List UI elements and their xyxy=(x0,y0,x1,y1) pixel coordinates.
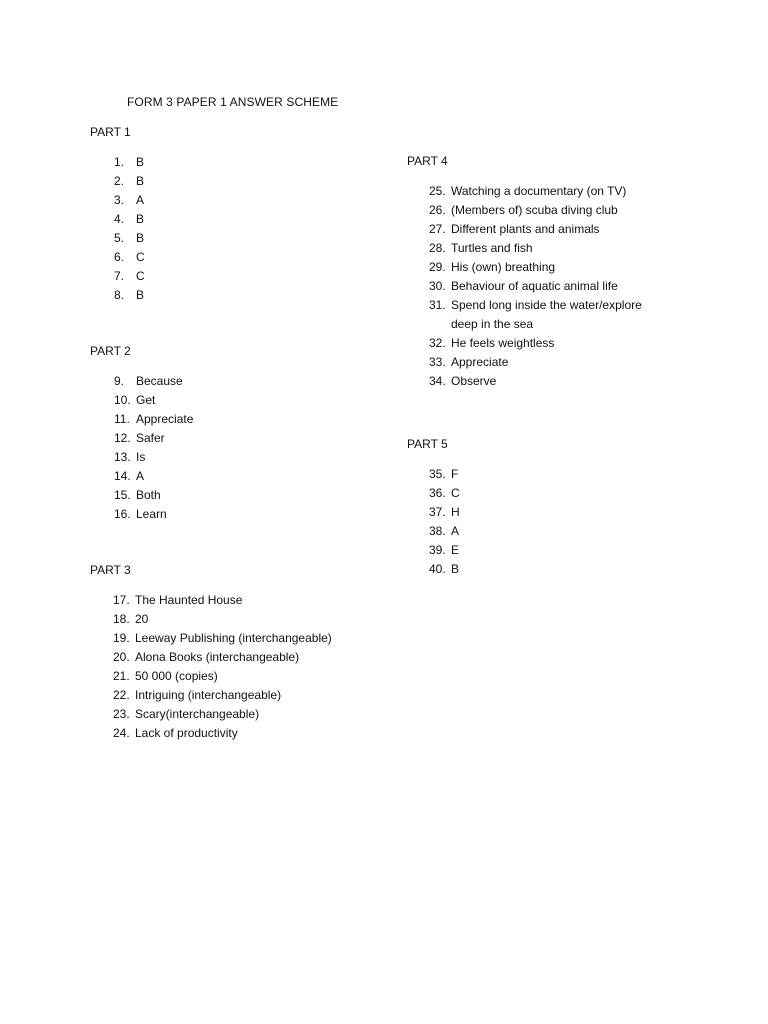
answer-number: 16. xyxy=(114,507,131,521)
answer-text: A xyxy=(451,524,460,538)
part-heading: PART 3 xyxy=(90,563,131,577)
answer-item xyxy=(429,372,661,391)
answer-item xyxy=(113,705,373,724)
answer-list xyxy=(113,591,373,743)
answer-item xyxy=(429,277,661,296)
answer-number: 22. xyxy=(113,688,130,702)
answer-text: F xyxy=(451,467,459,481)
answer-text: B xyxy=(136,174,145,188)
answer-text: Intriguing (interchangeable) xyxy=(135,688,282,702)
answer-item xyxy=(429,522,460,541)
answer-number: 32. xyxy=(429,336,446,350)
answer-text: Scary(interchangeable) xyxy=(135,707,260,721)
answer-item xyxy=(114,229,145,248)
answer-number: 20. xyxy=(113,650,130,664)
answer-text: Different plants and animals xyxy=(451,222,600,236)
answer-number: 36. xyxy=(429,486,446,500)
answer-list xyxy=(429,182,661,391)
answer-text: E xyxy=(451,543,460,557)
part-5-section xyxy=(407,436,460,579)
answer-text: C xyxy=(451,486,460,500)
part-heading: PART 4 xyxy=(407,154,448,168)
answer-number: 34. xyxy=(429,374,446,388)
answer-text: Watching a documentary (on TV) xyxy=(451,184,627,198)
answer-text: He feels weightless xyxy=(451,336,555,350)
answer-number: 14. xyxy=(114,469,131,483)
answer-number: 29. xyxy=(429,260,446,274)
answer-number: 38. xyxy=(429,524,446,538)
answer-text: 50 000 (copies) xyxy=(135,669,218,683)
answer-number: 24. xyxy=(113,726,130,740)
answer-item xyxy=(114,172,145,191)
answer-item xyxy=(114,372,193,391)
answer-number: 10. xyxy=(114,393,131,407)
answer-item xyxy=(429,484,460,503)
answer-text: C xyxy=(136,269,145,283)
answer-text: Leeway Publishing (interchangeable) xyxy=(135,631,332,645)
answer-number: 26. xyxy=(429,203,446,217)
answer-number: 2. xyxy=(114,174,125,188)
answer-number: 5. xyxy=(114,231,125,245)
answer-number: 15. xyxy=(114,488,131,502)
part-heading: PART 2 xyxy=(90,344,131,358)
answer-number: 3. xyxy=(114,193,125,207)
answer-text: C xyxy=(136,250,145,264)
answer-item xyxy=(429,296,661,334)
answer-text: B xyxy=(136,212,145,226)
answer-text: B xyxy=(451,562,460,576)
answer-item xyxy=(114,410,193,429)
answer-number: 37. xyxy=(429,505,446,519)
answer-number: 39. xyxy=(429,543,446,557)
answer-item xyxy=(114,429,193,448)
answer-list xyxy=(114,153,145,305)
answer-list xyxy=(429,465,460,579)
answer-item xyxy=(429,465,460,484)
answer-number: 1. xyxy=(114,155,125,169)
answer-text: His (own) breathing xyxy=(451,260,556,274)
answer-item xyxy=(113,667,373,686)
answer-text: Observe xyxy=(451,374,497,388)
document-title: FORM 3 PAPER 1 ANSWER SCHEME xyxy=(127,95,339,109)
answer-text: Get xyxy=(136,393,156,407)
answer-number: 17. xyxy=(113,593,130,607)
part-heading: PART 5 xyxy=(407,437,448,451)
answer-number: 18. xyxy=(113,612,130,626)
answer-number: 30. xyxy=(429,279,446,293)
answer-item xyxy=(429,503,460,522)
answer-number: 9. xyxy=(114,374,125,388)
answer-text: A xyxy=(136,469,145,483)
answer-item xyxy=(114,267,145,286)
answer-item xyxy=(114,153,145,172)
answer-list xyxy=(114,372,193,524)
answer-number: 12. xyxy=(114,431,131,445)
answer-item xyxy=(113,610,373,629)
answer-number: 27. xyxy=(429,222,446,236)
answer-text: B xyxy=(136,288,145,302)
answer-item xyxy=(429,182,661,201)
part-2-section xyxy=(90,343,193,524)
part-heading: PART 1 xyxy=(90,125,131,139)
answer-text: Safer xyxy=(136,431,165,445)
answer-item xyxy=(113,629,373,648)
answer-item xyxy=(114,286,145,305)
answer-number: 8. xyxy=(114,288,125,302)
answer-item xyxy=(429,541,460,560)
answer-item xyxy=(429,560,460,579)
answer-item xyxy=(113,724,373,743)
answer-number: 21. xyxy=(113,669,130,683)
answer-text: Is xyxy=(136,450,146,464)
part-3-section xyxy=(90,562,373,743)
answer-item xyxy=(114,391,193,410)
answer-number: 7. xyxy=(114,269,125,283)
answer-item xyxy=(114,505,193,524)
answer-text: Appreciate xyxy=(451,355,509,369)
answer-item xyxy=(113,686,373,705)
answer-item xyxy=(114,467,193,486)
answer-text: Alona Books (interchangeable) xyxy=(135,650,300,664)
answer-item xyxy=(114,486,193,505)
answer-item xyxy=(429,258,661,277)
answer-item xyxy=(114,448,193,467)
answer-text: H xyxy=(451,505,460,519)
answer-item xyxy=(114,248,145,267)
answer-text: B xyxy=(136,231,145,245)
answer-item xyxy=(429,220,661,239)
part-1-section xyxy=(90,124,145,305)
answer-text: Learn xyxy=(136,507,167,521)
answer-number: 33. xyxy=(429,355,446,369)
answer-number: 25. xyxy=(429,184,446,198)
part-4-section xyxy=(407,153,661,391)
answer-item xyxy=(429,353,661,372)
answer-item xyxy=(114,210,145,229)
answer-text: Behaviour of aquatic animal life xyxy=(451,279,618,293)
answer-number: 23. xyxy=(113,707,130,721)
answer-number: 4. xyxy=(114,212,125,226)
answer-text: Because xyxy=(136,374,183,388)
answer-number: 28. xyxy=(429,241,446,255)
answer-item xyxy=(114,191,145,210)
answer-number: 11. xyxy=(114,412,130,426)
answer-text: B xyxy=(136,155,145,169)
answer-text: The Haunted House xyxy=(135,593,243,607)
answer-number: 13. xyxy=(114,450,131,464)
answer-number: 6. xyxy=(114,250,125,264)
answer-text: A xyxy=(136,193,145,207)
answer-text: 20 xyxy=(135,612,149,626)
answer-number: 40. xyxy=(429,562,446,576)
answer-number: 35. xyxy=(429,467,446,481)
answer-item xyxy=(429,239,661,258)
answer-number: 31. xyxy=(429,298,446,312)
answer-item xyxy=(429,201,661,220)
answer-text: Lack of productivity xyxy=(135,726,238,740)
answer-number: 19. xyxy=(113,631,130,645)
answer-text: Both xyxy=(136,488,161,502)
answer-text: Spend long inside the water/explore deep in the sea xyxy=(451,298,642,331)
answer-item xyxy=(113,591,373,610)
answer-item xyxy=(113,648,373,667)
answer-text: (Members of) scuba diving club xyxy=(451,203,618,217)
answer-text: Appreciate xyxy=(136,412,194,426)
answer-item xyxy=(429,334,661,353)
answer-text: Turtles and fish xyxy=(451,241,533,255)
